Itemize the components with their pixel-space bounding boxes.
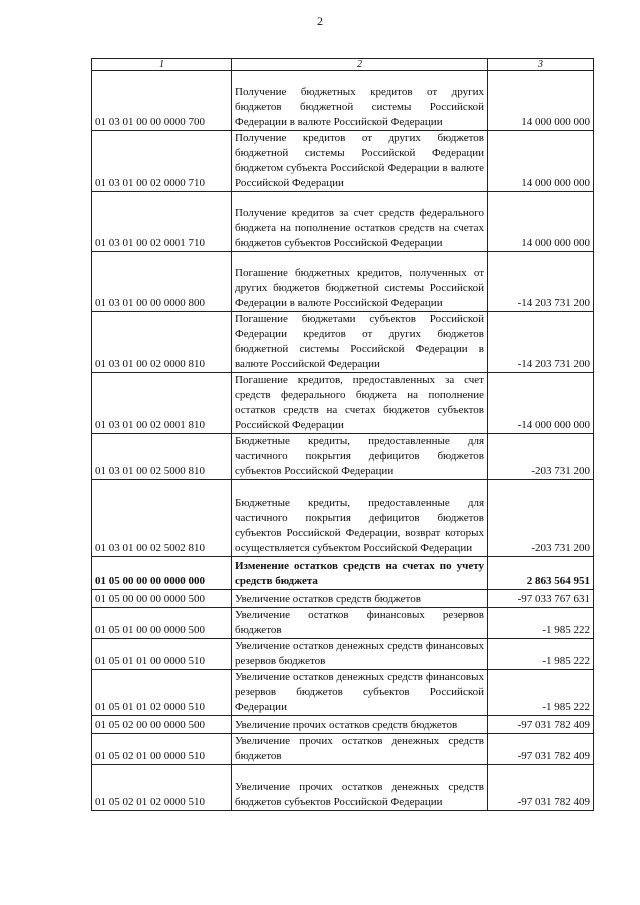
row-name: Бюджетные кредиты, предоставленные для частичного покрытия дефицитов бюджетов субъектов Российской Федерации, возврат которых осуществляется субъектом Российской Федерации [232,480,488,557]
row-name: Увеличение прочих остатков средств бюджетов [232,716,488,734]
row-amount: 14 000 000 000 [488,192,594,252]
table-body [92,71,594,811]
table-row [92,608,594,639]
column-header-name: 2 [232,59,488,71]
table-row [92,480,594,557]
row-name: Бюджетные кредиты, предоставленные для частичного покрытия дефицитов бюджетов субъектов Российской Федерации [232,434,488,480]
row-amount: 14 000 000 000 [488,131,594,192]
row-code: 01 05 02 01 00 0000 510 [92,734,232,765]
row-amount: -203 731 200 [488,480,594,557]
table-row [92,765,594,811]
column-header-amount: 3 [488,59,594,71]
row-name: Погашение кредитов, предоставленных за счет средств федерального бюджета на пополнение остатков средств на счетах бюджетов субъектов Российской Федерации [232,373,488,434]
table-row [92,71,594,131]
page-number: 2 [317,14,323,28]
row-name: Увеличение остатков средств бюджетов [232,590,488,608]
row-name: Получение кредитов за счет средств федерального бюджета на пополнение остатков средств на счетах бюджетов субъектов Российской Федерации [232,192,488,252]
row-code: 01 03 01 00 02 0001 810 [92,373,232,434]
row-name: Увеличение остатков финансовых резервов бюджетов [232,608,488,639]
row-amount: -14 203 731 200 [488,252,594,312]
table-row [92,312,594,373]
row-code: 01 03 01 00 02 0000 710 [92,131,232,192]
row-amount: -1 985 222 [488,670,594,716]
row-code: 01 05 01 01 02 0000 510 [92,670,232,716]
column-header-code: 1 [92,59,232,71]
row-amount: 2 863 564 951 [488,557,594,590]
row-amount: -97 031 782 409 [488,716,594,734]
row-name: Изменение остатков средств на счетах по учету средств бюджета [232,557,488,590]
row-amount: 14 000 000 000 [488,71,594,131]
table-row [92,192,594,252]
row-code: 01 03 01 00 02 5000 810 [92,434,232,480]
row-name: Получение кредитов от других бюджетов бюджетной системы Российской Федерации бюджетом субъекта Российской Федерации в валюте Российской Федерации [232,131,488,192]
row-code: 01 05 00 00 00 0000 000 [92,557,232,590]
row-code: 01 03 01 00 02 0000 810 [92,312,232,373]
table-header-row [92,59,594,71]
row-name: Увеличение прочих остатков денежных средств бюджетов [232,734,488,765]
row-code: 01 05 02 01 02 0000 510 [92,765,232,811]
row-code: 01 03 01 00 02 5002 810 [92,480,232,557]
table-row [92,131,594,192]
table-row [92,373,594,434]
row-amount: -97 031 782 409 [488,765,594,811]
budget-sources-table [91,58,594,811]
row-amount: -14 203 731 200 [488,312,594,373]
row-code: 01 05 01 01 00 0000 510 [92,639,232,670]
row-amount: -97 033 767 631 [488,590,594,608]
row-amount: -203 731 200 [488,434,594,480]
table-row [92,734,594,765]
row-name: Увеличение прочих остатков денежных средств бюджетов субъектов Российской Федерации [232,765,488,811]
table-row [92,639,594,670]
row-code: 01 03 01 00 00 0000 700 [92,71,232,131]
row-amount: -14 000 000 000 [488,373,594,434]
row-name: Погашение бюджетами субъектов Российской Федерации кредитов от других бюджетов бюджетной системы Российской Федерации в валюте Российской Федерации [232,312,488,373]
row-amount: -97 031 782 409 [488,734,594,765]
row-code: 01 05 00 00 00 0000 500 [92,590,232,608]
row-name: Получение бюджетных кредитов от других бюджетов бюджетной системы Российской Федерации в валюте Российской Федерации [232,71,488,131]
table-row [92,670,594,716]
row-name: Увеличение остатков денежных средств финансовых резервов бюджетов [232,639,488,670]
row-amount: -1 985 222 [488,608,594,639]
row-name: Погашение бюджетных кредитов, полученных от других бюджетов бюджетной системы Российской Федерации в валюте Российской Федерации [232,252,488,312]
table-row [92,557,594,590]
row-name: Увеличение остатков денежных средств финансовых резервов бюджетов субъектов Российской Федерации [232,670,488,716]
table-row [92,252,594,312]
row-code: 01 05 02 00 00 0000 500 [92,716,232,734]
row-amount: -1 985 222 [488,639,594,670]
row-code: 01 05 01 00 00 0000 500 [92,608,232,639]
row-code: 01 03 01 00 02 0001 710 [92,192,232,252]
table-row [92,716,594,734]
row-code: 01 03 01 00 00 0000 800 [92,252,232,312]
table-row [92,434,594,480]
table-row [92,590,594,608]
